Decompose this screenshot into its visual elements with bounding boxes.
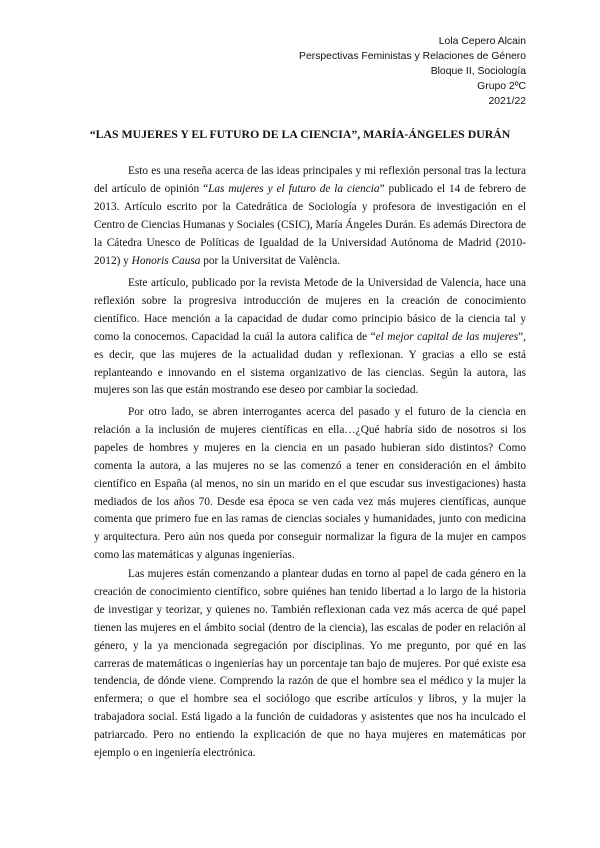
paragraph-3: Por otro lado, se abren interrogantes acerca del pasado y el futuro de la ciencia en relación a la inclusión de mujeres científicas en ella…¿Qué habría sido de nosotros si los papeles de hombres y mujeres en la ciencia en un pasado hubieran sido distintos? Como comenta la autora, a las mujeres no se las comenzó a tener en consideración en el ámbito científico en España (al menos, no sin un marido en el que escudar sus investigaciones) hasta mediados de los años 70. Desde esa época se ven cada vez más mujeres científicas, aunque comenta que primero fue en las ramas de ciencias sociales y humanidades, junto con medicina y arquitectura. Pero aún nos queda por conseguir normalizar la figura de la mujer en campos como las matemáticas y algunas ingenierías.: [94, 406, 526, 562]
paragraph-2: [94, 275, 526, 400]
paragraph-2-text-a: Este artículo, publicado por la revista Metode de la Universidad de Valencia, hace una reflexión sobre la progresiva introducción de mujeres en la creación de conocimiento científico. Hace mención a la capacidad de dudar como principio básico de la ciencia tal y como la conocemos. Capacidad la cuál la autora califica de “: [94, 277, 526, 343]
header-group: Grupo 2ºC: [477, 81, 526, 92]
paragraph-1-text-e: por la Universitat de València.: [200, 254, 341, 267]
header-block: Bloque II, Sociología: [430, 66, 526, 77]
paragraph-1: [94, 163, 526, 270]
paragraph-1-text-a: Esto es una reseña acerca de las ideas principales y mi reflexión personal tras la lectura del artículo de opinión “: [94, 165, 526, 195]
document-title: “LAS MUJERES Y EL FUTURO DE LA CIENCIA”, MARÍA-ÁNGELES DURÁN: [89, 127, 511, 141]
header-author: Lola Cepero Alcain: [438, 36, 526, 47]
paragraph-2-text-c: ”, es decir, que las mujeres de la actualidad dudan y reflexionan. Y gracias a ello se está replanteando e innovando en el sistema organizativo de las ciencias. Según la autora, las mujeres son las que están mostrando ese deseo por cambiar la sociedad.: [94, 330, 526, 397]
header-year: 2021/22: [488, 96, 526, 107]
paragraph-1-honoris-causa: Honoris Causa: [131, 254, 201, 267]
paragraph-2-quote: el mejor capital de las mujeres: [375, 330, 519, 343]
paragraph-1-article-title: Las mujeres y el futuro de la ciencia: [208, 182, 380, 195]
document-header: [299, 34, 526, 109]
paragraph-4: Las mujeres están comenzando a plantear dudas en torno al papel de cada género en la creación de conocimiento científico, sobre quiénes han tenido libertad a lo largo de la historia de investigar y teorizar, y quienes no. También reflexionan cada vez más acerca de qué papel tienen las mujeres en el ámbito social (dentro de la ciencia), las escalas de poder en relación al género, y la ya mencionada segregación por disciplinas. Yo me pregunto, por qué en las carreras de matemáticas o ingenierías hay un porcentaje tan bajo de mujeres. Por qué existe esa tendencia, de dónde viene. Comprendo la razón de que el hombre sea el médico y la mujer la enfermera; o que el hombre sea el sociólogo que escribe artículos y libros, y la mujer la trabajadora social. Está ligado a la función de cuidadoras y asistentes que nos ha inculcado el patriarcado. Pero no entiendo la explicación de que no haya mujeres en matemáticas por ejemplo o en ingeniería electrónica.: [94, 568, 526, 760]
paragraph-1-text-c: ” publicado el 14 de febrero de 2013. Artículo escrito por la Catedrática de Sociología y profesora de investigación en el Centro de Ciencias Humanas y Sociales (CSIC), María Ángeles Durán. Es además Directora de la Cátedra Unesco de Políticas de Igualdad de la Universidad Autónoma de Madrid (2010-2012) y: [94, 182, 526, 267]
header-course: Perspectivas Feministas y Relaciones de Género: [299, 51, 526, 62]
